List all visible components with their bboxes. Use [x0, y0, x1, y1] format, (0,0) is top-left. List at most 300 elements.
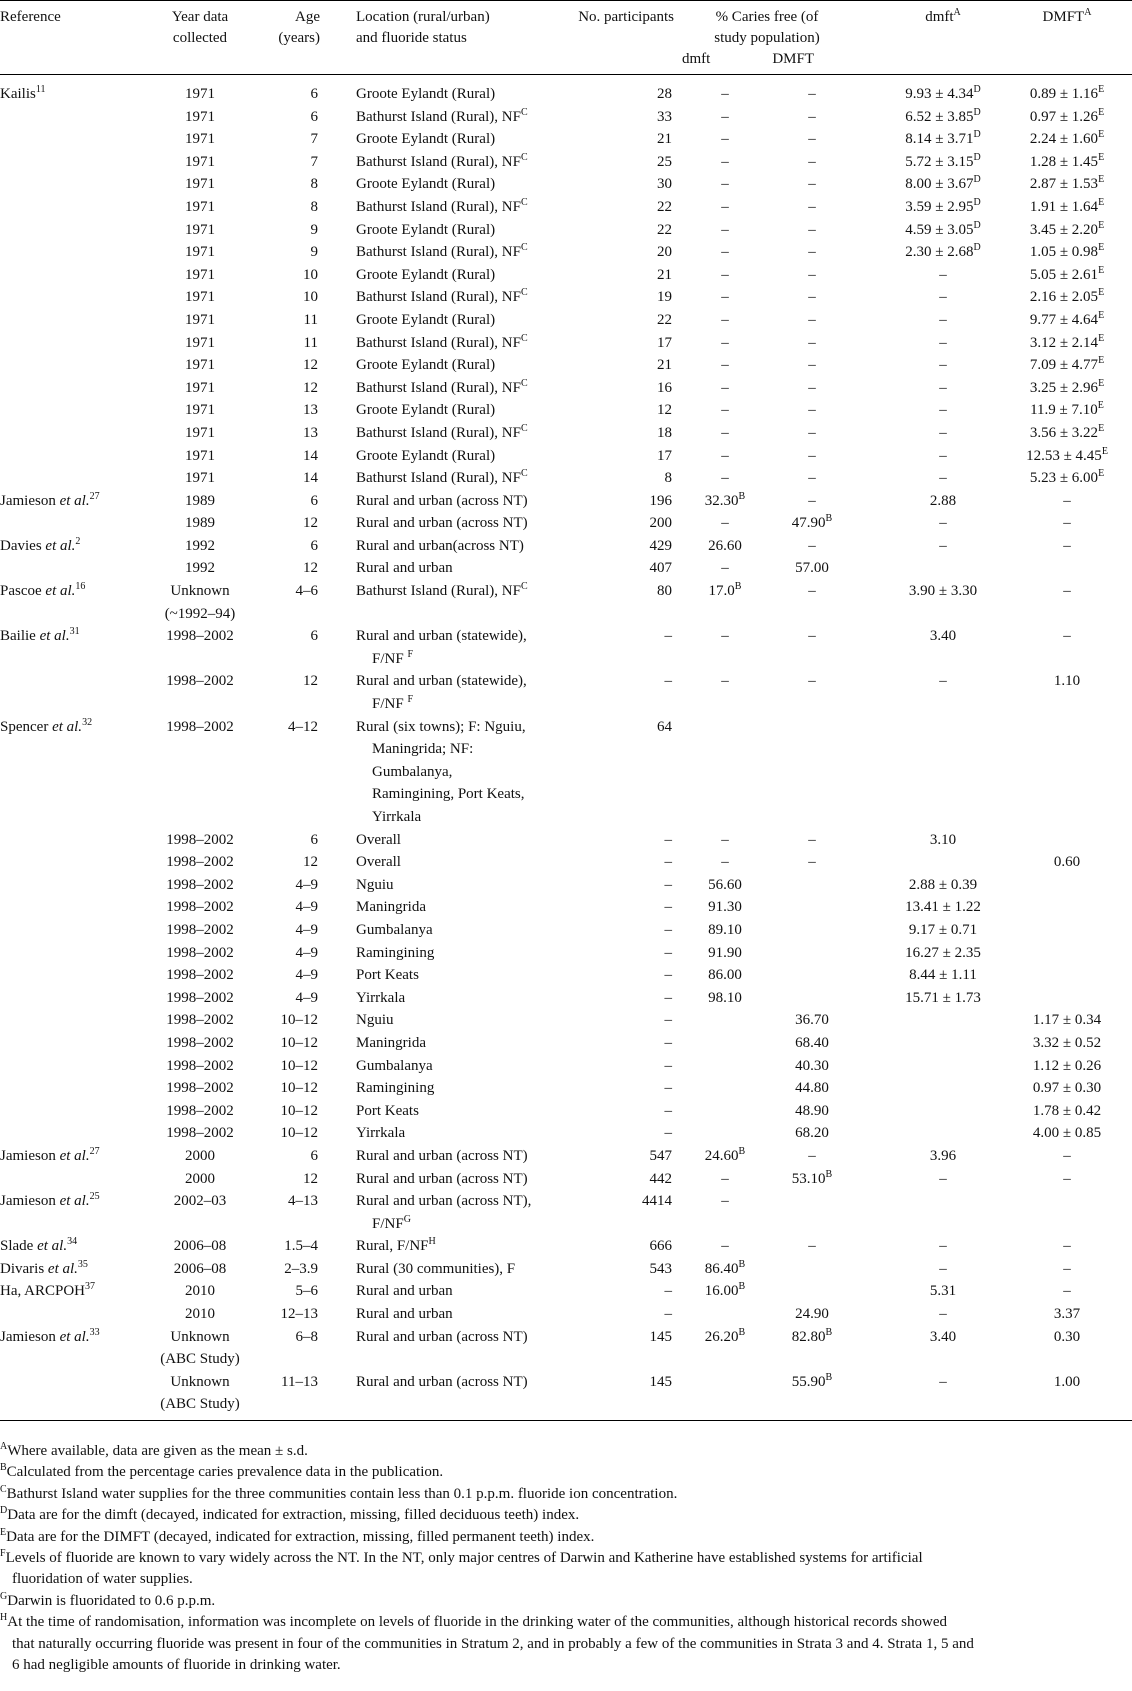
location-text: Rural and urban: [356, 560, 453, 577]
caries-free-dmft-footnote: B: [738, 1145, 746, 1157]
participants-text: –: [664, 1283, 672, 1300]
cell-reference: [0, 1371, 150, 1421]
cell-caries-free-DMFT: [770, 1122, 854, 1145]
table-row: [0, 75, 1132, 106]
year-text: 1998–2002: [166, 1080, 234, 1097]
caries-free-DMFT-text: –: [808, 492, 816, 509]
year-text: Unknown: [170, 1328, 230, 1345]
cell-caries-free-dmft: [680, 1055, 770, 1078]
reference-text: Jamieson et al.: [0, 1147, 90, 1164]
dmft-text: 9.93 ± 4.34: [905, 86, 974, 102]
participants-text: –: [664, 1125, 672, 1142]
participants-text: 145: [649, 1328, 672, 1345]
cell-participants: [550, 1145, 680, 1168]
cell-DMFT: [1002, 286, 1132, 309]
dmft-text: –: [939, 402, 947, 419]
table-row: [0, 1032, 1132, 1055]
dmft-text: 3.40: [929, 1328, 957, 1345]
cell-dmft: [854, 874, 1002, 897]
cell-year: [150, 1258, 250, 1281]
cell-caries-free-DMFT: [770, 851, 854, 874]
caries-free-DMFT-text: –: [808, 108, 816, 125]
cell-year: [150, 1032, 250, 1055]
caries-free-DMFT-text: 68.40: [795, 1034, 829, 1051]
caries-free-dmft-text: –: [721, 560, 729, 577]
year-text: 1998–2002: [166, 628, 234, 645]
cell-reference: [0, 286, 150, 309]
location-text: Groote Eylandt (Rural): [356, 131, 496, 148]
table-row: [0, 1235, 1132, 1258]
location-text: Nguiu: [356, 876, 394, 893]
reference-citation: 32: [82, 716, 93, 728]
caries-free-dmft-text: 91.90: [708, 944, 742, 961]
location-text: Yirrkala: [356, 1125, 406, 1142]
cell-DMFT: [1002, 196, 1132, 219]
footnote: [0, 1462, 1125, 1483]
age-text: 6: [310, 537, 318, 554]
cell-participants: [550, 490, 680, 513]
DMFT-footnote: E: [1098, 287, 1105, 299]
cell-year: [150, 241, 250, 264]
table-row: [0, 173, 1132, 196]
location-text: Bathurst Island (Rural), NF: [356, 244, 521, 261]
dmft-text: –: [939, 289, 947, 306]
reference-citation: 27: [89, 490, 100, 502]
cell-reference: [0, 896, 150, 919]
year-text: 2000: [185, 1170, 215, 1187]
table-row: [0, 1077, 1132, 1100]
age-text: 8: [310, 198, 318, 215]
table-row: [0, 241, 1132, 264]
cell-location: [330, 399, 550, 422]
DMFT-text: 3.25 ± 2.96: [1029, 379, 1099, 396]
participants-text: –: [664, 1080, 672, 1097]
cell-dmft: [854, 286, 1002, 309]
dmft-text: –: [939, 447, 947, 464]
cell-year: [150, 716, 250, 829]
cell-age: [250, 987, 330, 1010]
DMFT-text: 9.77 ± 4.64: [1029, 311, 1099, 328]
cell-caries-free-dmft: [680, 332, 770, 355]
cell-age: [250, 1371, 330, 1421]
cell-dmft: [854, 1303, 1002, 1326]
cell-DMFT: [1002, 942, 1132, 965]
cell-caries-free-DMFT: [770, 670, 854, 715]
DMFT-footnote: E: [1098, 355, 1105, 367]
cell-DMFT: [1002, 896, 1132, 919]
cell-dmft: [854, 128, 1002, 151]
cell-caries-free-DMFT: [770, 1280, 854, 1303]
dmft-text: –: [939, 379, 947, 396]
year-text: 1998–2002: [166, 1102, 234, 1119]
cell-caries-free-dmft: [680, 942, 770, 965]
table-row: [0, 851, 1132, 874]
cell-participants: [550, 467, 680, 490]
DMFT-text: 2.87 ± 1.53: [1029, 176, 1099, 193]
location-text: Overall: [356, 831, 401, 848]
DMFT-text: 1.91 ± 1.64: [1029, 198, 1099, 215]
caries-free-DMFT-text: –: [808, 198, 816, 215]
reference-text: Kailis: [0, 86, 36, 102]
cell-reference: [0, 377, 150, 400]
cell-caries-free-dmft: [680, 580, 770, 625]
table-row: [0, 490, 1132, 513]
caries-free-dmft-text: –: [721, 266, 729, 283]
footnote: [0, 1527, 1125, 1548]
cell-DMFT: [1002, 580, 1132, 625]
caries-free-dmft-text: 98.10: [708, 989, 742, 1006]
cell-reference: [0, 1145, 150, 1168]
cell-caries-free-dmft: [680, 896, 770, 919]
DMFT-text: 1.28 ± 1.45: [1029, 153, 1099, 170]
cell-reference: [0, 557, 150, 580]
cell-year: [150, 445, 250, 468]
caries-free-DMFT-text: –: [808, 334, 816, 351]
caries-free-dmft-text: –: [721, 86, 729, 102]
participants-text: 17: [657, 334, 672, 351]
cell-DMFT: [1002, 1235, 1132, 1258]
cell-age: [250, 1145, 330, 1168]
location-text: Rural and urban (across NT): [356, 1373, 528, 1390]
table-row: [0, 1168, 1132, 1191]
dmft-text: 4.59 ± 3.05: [905, 221, 974, 238]
cell-caries-free-dmft: [680, 716, 770, 829]
cell-reference: [0, 490, 150, 513]
year-text: 2006–08: [173, 1238, 227, 1255]
cell-dmft: [854, 309, 1002, 332]
cell-participants: [550, 309, 680, 332]
participants-text: 18: [657, 424, 672, 441]
participants-text: 80: [657, 583, 672, 600]
cell-participants: [550, 1326, 680, 1371]
age-text: 11: [303, 311, 318, 328]
participants-text: –: [664, 673, 672, 690]
table-header: [0, 1, 1132, 75]
cell-dmft: [854, 1145, 1002, 1168]
cell-caries-free-DMFT: [770, 286, 854, 309]
footnote-text: Calculated from the percentage caries prevalence data in the publication.: [6, 1464, 444, 1481]
cell-DMFT: [1002, 128, 1132, 151]
cell-year: [150, 580, 250, 625]
cell-caries-free-DMFT: [770, 219, 854, 242]
cell-DMFT: [1002, 445, 1132, 468]
cell-caries-free-dmft: [680, 557, 770, 580]
location-text: Port Keats: [356, 967, 419, 984]
DMFT-text: –: [1063, 1170, 1071, 1187]
table-row: [0, 1145, 1132, 1168]
cell-age: [250, 399, 330, 422]
cell-dmft: [854, 196, 1002, 219]
cell-location: [330, 490, 550, 513]
age-text: 11–13: [281, 1373, 318, 1390]
DMFT-footnote: E: [1098, 422, 1105, 434]
dmft-text: 2.88 ± 0.39: [908, 876, 978, 893]
cell-DMFT: [1002, 1100, 1132, 1123]
cell-age: [250, 196, 330, 219]
cell-year: [150, 1190, 250, 1235]
caries-free-dmft-text: –: [721, 244, 729, 261]
cell-participants: [550, 264, 680, 287]
location-text: Bathurst Island (Rural), NF: [356, 108, 521, 125]
cell-participants: [550, 896, 680, 919]
footnote: [0, 1612, 1125, 1676]
participants-text: 21: [657, 131, 672, 148]
cell-caries-free-DMFT: [770, 987, 854, 1010]
footnote-mark: B: [0, 1462, 7, 1474]
age-text: 10–12: [280, 1012, 318, 1029]
year-text: 1998–2002: [166, 921, 234, 938]
participants-text: 33: [657, 108, 672, 125]
cell-dmft: [854, 557, 1002, 580]
caries-free-dmft-footnote: B: [734, 581, 742, 593]
location-footnote: C: [520, 287, 528, 299]
year-text: 1971: [185, 153, 215, 170]
cell-reference: [0, 128, 150, 151]
cell-dmft: [854, 829, 1002, 852]
cell-year: [150, 399, 250, 422]
cell-dmft: [854, 1055, 1002, 1078]
year-text: 1971: [185, 198, 215, 215]
cell-DMFT: [1002, 377, 1132, 400]
table-row: [0, 1055, 1132, 1078]
cell-year: [150, 512, 250, 535]
cell-year: [150, 219, 250, 242]
location-text-extra: Maningrida; NF:: [372, 741, 474, 758]
cell-caries-free-DMFT: [770, 896, 854, 919]
cell-caries-free-DMFT: [770, 1032, 854, 1055]
cell-year: [150, 1168, 250, 1191]
caries-free-dmft-text: –: [721, 1193, 729, 1210]
DMFT-text: 12.53 ± 4.45: [1026, 447, 1102, 464]
caries-free-DMFT-footnote: B: [825, 513, 833, 525]
cell-year: [150, 670, 250, 715]
DMFT-text: 3.12 ± 2.14: [1029, 334, 1099, 351]
location-text-extra: Ramingining, Port Keats,: [372, 786, 525, 803]
location-text: Gumbalanya: [356, 1057, 433, 1074]
location-text: Rural and urban: [356, 1283, 453, 1300]
caries-free-DMFT-text: –: [808, 221, 816, 238]
cell-reference: [0, 1303, 150, 1326]
location-text-extra: Yirrkala: [372, 809, 422, 825]
participants-text: 145: [649, 1373, 672, 1390]
cell-dmft: [854, 1009, 1002, 1032]
footnote-text: 6 had negligible amounts of fluoride in drinking water.: [12, 1657, 341, 1674]
cell-dmft: [854, 1122, 1002, 1145]
footnote-mark: H: [0, 1612, 8, 1624]
age-text: 1.5–4: [284, 1238, 318, 1255]
cell-caries-free-dmft: [680, 173, 770, 196]
age-text: 12: [303, 560, 318, 577]
cell-dmft: [854, 625, 1002, 670]
cell-participants: [550, 512, 680, 535]
location-text: Bathurst Island (Rural), NF: [356, 379, 521, 396]
age-text: 4–12: [288, 718, 318, 735]
age-text: 9: [310, 221, 318, 238]
year-text: 1998–2002: [166, 831, 234, 848]
location-text: Gumbalanya: [356, 921, 433, 938]
table-row: [0, 377, 1132, 400]
dmft-text: 5.31: [929, 1283, 957, 1300]
cell-caries-free-DMFT: [770, 535, 854, 558]
table-row: [0, 670, 1132, 715]
cell-dmft: [854, 919, 1002, 942]
participants-text: 196: [649, 492, 672, 509]
cell-location: [330, 1032, 550, 1055]
cell-participants: [550, 151, 680, 174]
cell-participants: [550, 1032, 680, 1055]
DMFT-footnote: E: [1098, 196, 1105, 208]
header-location: Location (rural/urban) and fluoride status: [330, 1, 550, 75]
reference-text: Jamieson et al.: [0, 492, 90, 509]
caries-free-dmft-text: –: [721, 1170, 729, 1187]
caries-free-dmft-text: –: [721, 131, 729, 148]
age-text: 4–9: [295, 967, 318, 984]
cell-DMFT: [1002, 151, 1132, 174]
cell-caries-free-DMFT: [770, 1055, 854, 1078]
cell-DMFT: [1002, 1258, 1132, 1281]
DMFT-text: –: [1063, 537, 1071, 554]
cell-dmft: [854, 535, 1002, 558]
cell-caries-free-dmft: [680, 264, 770, 287]
location-text: Ramingining: [356, 1080, 435, 1097]
cell-dmft: [854, 1077, 1002, 1100]
cell-DMFT: [1002, 512, 1132, 535]
caries-free-dmft-text: –: [721, 108, 729, 125]
year-text: 1971: [185, 379, 215, 396]
location-text: Groote Eylandt (Rural): [356, 86, 496, 102]
location-footnote-2: G: [403, 1213, 411, 1225]
location-footnote-2: F: [407, 694, 413, 706]
age-text: 10: [303, 266, 318, 283]
cell-reference: [0, 851, 150, 874]
cell-reference: [0, 1122, 150, 1145]
cell-age: [250, 75, 330, 106]
cell-caries-free-dmft: [680, 1326, 770, 1371]
dmft-text: –: [939, 470, 947, 487]
DMFT-footnote: E: [1098, 219, 1105, 231]
DMFT-text: 3.37: [1053, 1306, 1081, 1323]
cell-location: [330, 75, 550, 106]
cell-reference: [0, 987, 150, 1010]
caries-free-dmft-text: –: [721, 221, 729, 238]
year-text: 1998–2002: [166, 944, 234, 961]
cell-year: [150, 332, 250, 355]
DMFT-footnote: E: [1098, 84, 1105, 95]
DMFT-text: 2.16 ± 2.05: [1029, 289, 1099, 306]
age-text: 14: [303, 447, 318, 464]
age-text: 6: [310, 628, 318, 645]
cell-reference: [0, 173, 150, 196]
DMFT-text: 4.00 ± 0.85: [1032, 1125, 1102, 1142]
cell-DMFT: [1002, 1326, 1132, 1371]
DMFT-footnote: E: [1098, 468, 1105, 480]
reference-text: Davies et al.: [0, 537, 76, 554]
cell-DMFT: [1002, 1190, 1132, 1235]
cell-dmft: [854, 490, 1002, 513]
table-row: [0, 829, 1132, 852]
footnote: [0, 1548, 1125, 1591]
cell-reference: [0, 332, 150, 355]
location-text: Rural and urban: [356, 1306, 453, 1323]
participants-text: –: [664, 899, 672, 916]
cell-caries-free-dmft: [680, 490, 770, 513]
location-text: Rural and urban (across NT): [356, 1170, 528, 1187]
age-text: 4–9: [295, 921, 318, 938]
cell-dmft: [854, 716, 1002, 829]
cell-location: [330, 106, 550, 129]
cell-caries-free-dmft: [680, 219, 770, 242]
cell-caries-free-dmft: [680, 512, 770, 535]
cell-year: [150, 151, 250, 174]
table-row: [0, 896, 1132, 919]
footnote-mark: C: [0, 1483, 7, 1495]
cell-age: [250, 670, 330, 715]
caries-free-DMFT-text: –: [808, 854, 816, 871]
DMFT-text: –: [1063, 1238, 1071, 1255]
table-row: [0, 264, 1132, 287]
cell-reference: [0, 919, 150, 942]
table-row: [0, 964, 1132, 987]
caries-free-dmft-text: –: [721, 470, 729, 487]
caries-free-DMFT-text: –: [808, 447, 816, 464]
location-footnote: H: [428, 1236, 436, 1248]
reference-text: Jamieson et al.: [0, 1193, 90, 1210]
footnote: [0, 1591, 1125, 1612]
cell-caries-free-dmft: [680, 919, 770, 942]
cell-year: [150, 1280, 250, 1303]
DMFT-text: 1.12 ± 0.26: [1032, 1057, 1102, 1074]
year-text: 1971: [185, 334, 215, 351]
cell-age: [250, 851, 330, 874]
age-text: 5–6: [295, 1283, 318, 1300]
participants-text: –: [664, 921, 672, 938]
footnote-mark: E: [0, 1526, 7, 1538]
caries-free-DMFT-text: –: [808, 628, 816, 645]
DMFT-footnote: E: [1098, 174, 1105, 186]
cell-caries-free-DMFT: [770, 716, 854, 829]
table-row: [0, 874, 1132, 897]
cell-age: [250, 1077, 330, 1100]
cell-DMFT: [1002, 1303, 1132, 1326]
caries-free-dmft-text: –: [721, 628, 729, 645]
reference-text: Pascoe et al.: [0, 583, 76, 600]
cell-participants: [550, 874, 680, 897]
cell-age: [250, 1055, 330, 1078]
caries-free-DMFT-text: –: [808, 1238, 816, 1255]
year-text: 2000: [185, 1147, 215, 1164]
cell-location: [330, 625, 550, 670]
cell-year: [150, 309, 250, 332]
caries-free-DMFT-text: 24.90: [795, 1306, 829, 1323]
age-text: 12: [303, 357, 318, 374]
cell-caries-free-DMFT: [770, 625, 854, 670]
cell-participants: [550, 625, 680, 670]
year-text-2: (ABC Study): [160, 1351, 240, 1368]
header-dmft: dmft$^A$: [854, 1, 1002, 75]
header-year: Year data collected: [150, 1, 250, 75]
cell-year: [150, 173, 250, 196]
year-text: 1971: [185, 244, 215, 261]
caries-free-dmft-text: –: [721, 334, 729, 351]
participants-text: –: [664, 967, 672, 984]
cell-dmft: [854, 241, 1002, 264]
cell-location: [330, 354, 550, 377]
cell-year: [150, 1145, 250, 1168]
dmft-footnote: D: [973, 242, 981, 254]
year-text: 2002–03: [173, 1193, 227, 1210]
cell-DMFT: [1002, 670, 1132, 715]
cell-caries-free-DMFT: [770, 1258, 854, 1281]
